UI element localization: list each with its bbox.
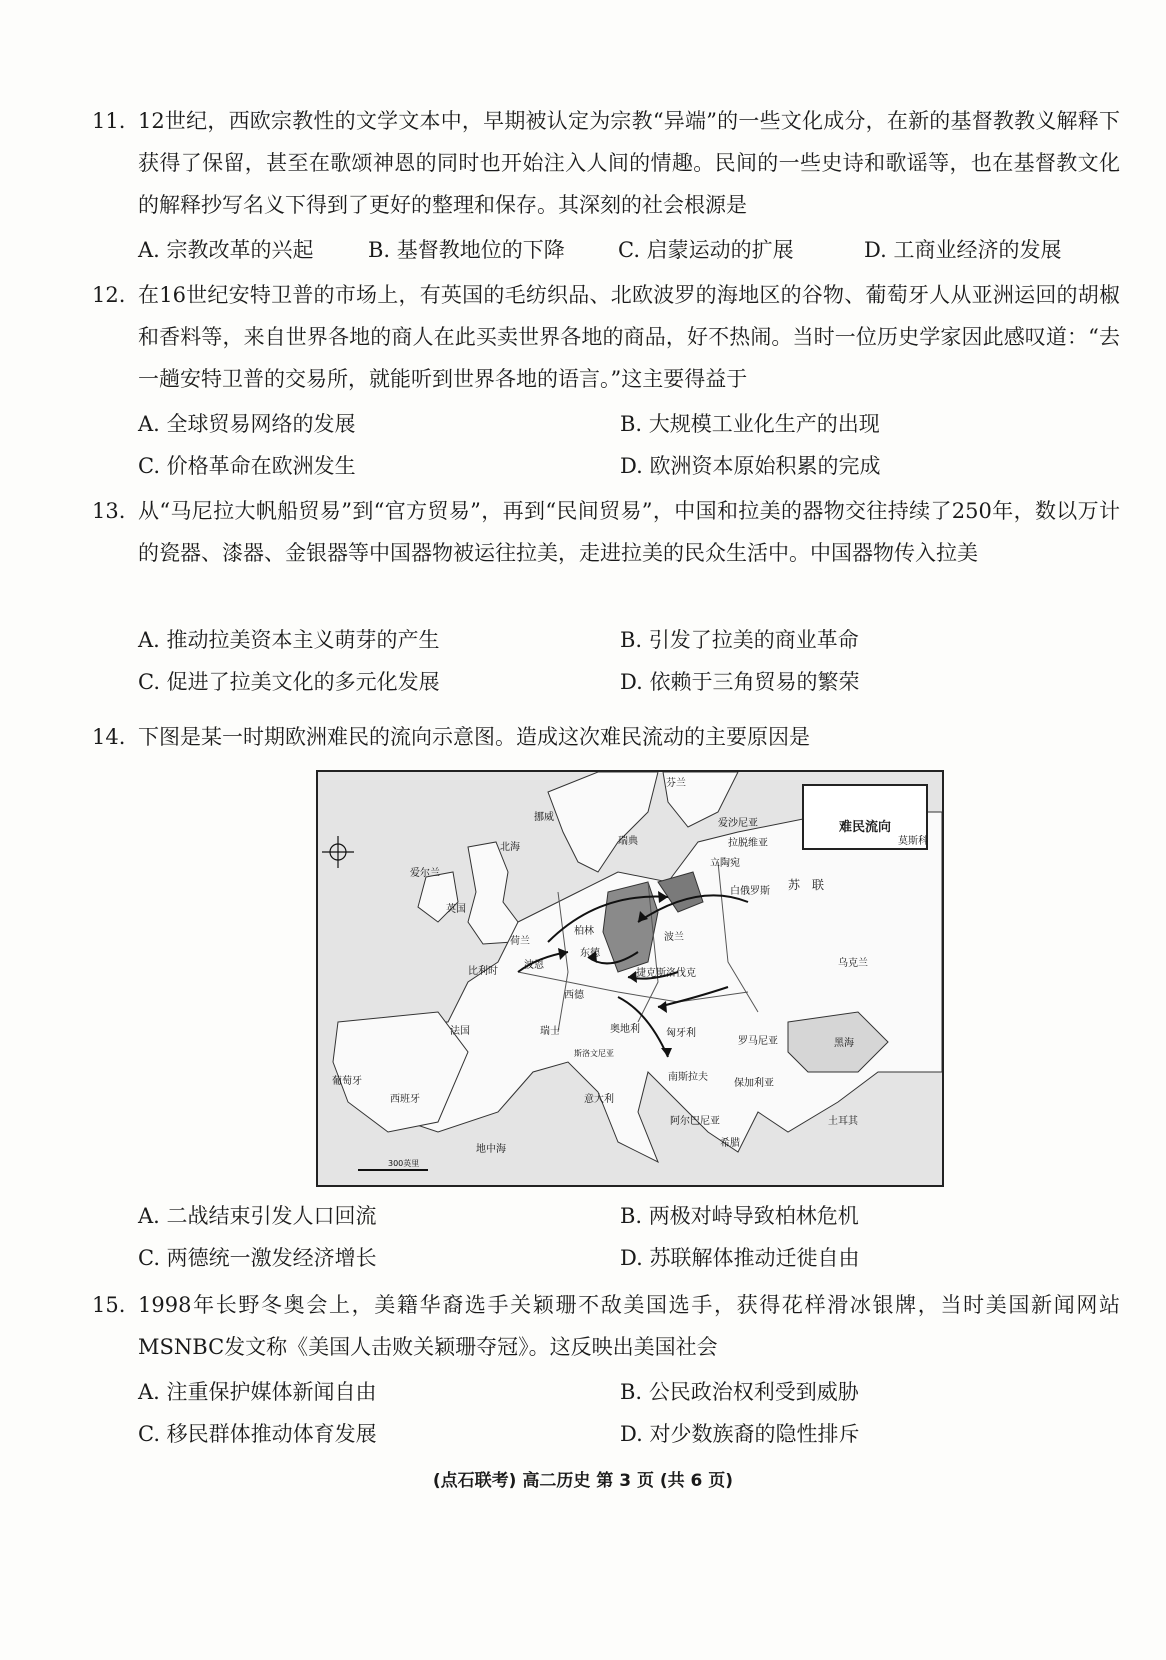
question-13 (92, 490, 1120, 574)
option-a[interactable]: A. 二战结束引发人口回流 (138, 1204, 377, 1228)
option-c[interactable]: C. 两德统一激发经济增长 (138, 1246, 377, 1270)
question-15 (92, 1284, 1120, 1368)
page-footer: (点石联考) 高二历史 第 3 页 (共 6 页) (432, 1471, 734, 1491)
label-italy: 意大利 (584, 1094, 614, 1105)
label-slovenia: 斯洛文尼亚 (574, 1049, 614, 1058)
question-number: 15. (92, 1293, 126, 1317)
label-ireland: 爱尔兰 (410, 868, 440, 879)
option-c[interactable]: C. 促进了拉美文化的多元化发展 (138, 670, 440, 694)
label-portugal: 葡萄牙 (332, 1076, 362, 1087)
option-b[interactable]: B. 引发了拉美的商业革命 (620, 628, 859, 652)
label-turkey: 土耳其 (828, 1116, 858, 1127)
label-black-sea: 黑海 (834, 1038, 854, 1049)
label-austria: 奥地利 (610, 1024, 640, 1035)
option-d[interactable]: D. 对少数族裔的隐性排斥 (620, 1422, 860, 1446)
label-poland: 波兰 (664, 932, 684, 943)
refugee-flow-map (316, 770, 944, 1187)
option-b[interactable]: B. 两极对峙导致柏林危机 (620, 1204, 859, 1228)
label-estonia: 爱沙尼亚 (718, 818, 758, 829)
label-czech: 捷克斯洛伐克 (636, 968, 696, 979)
label-romania: 罗马尼亚 (738, 1036, 778, 1047)
option-a[interactable]: A. 推动拉美资本主义萌芽的产生 (138, 628, 440, 652)
option-c[interactable]: C. 启蒙运动的扩展 (618, 238, 794, 262)
label-netherlands: 荷兰 (510, 936, 530, 947)
label-bulgaria: 保加利亚 (734, 1078, 774, 1089)
label-north-sea: 北海 (500, 842, 520, 853)
option-d[interactable]: D. 依赖于三角贸易的繁荣 (620, 670, 860, 694)
question-11 (92, 100, 1120, 226)
label-west-germany: 西德 (564, 990, 584, 1001)
label-scale: 300英里 (388, 1159, 420, 1168)
question-12 (92, 274, 1120, 400)
label-lithuania: 立陶宛 (710, 858, 740, 869)
label-france: 法国 (450, 1026, 470, 1037)
label-yugoslavia: 南斯拉夫 (668, 1072, 708, 1083)
option-d[interactable]: D. 工商业经济的发展 (864, 238, 1062, 262)
label-bonn: 波恩 (524, 960, 544, 971)
label-east-germany: 东德 (580, 948, 600, 959)
label-hungary: 匈牙利 (666, 1028, 696, 1039)
question-stem: 下图是某一时期欧洲难民的流向示意图。造成这次难民流动的主要原因是 (138, 725, 810, 749)
label-latvia: 拉脱维亚 (728, 838, 768, 849)
question-number: 13. (92, 499, 126, 523)
option-b[interactable]: B. 公民政治权利受到威胁 (620, 1380, 859, 1404)
label-norway: 挪威 (534, 812, 554, 823)
question-number: 11. (92, 109, 126, 133)
label-greece: 希腊 (720, 1138, 740, 1149)
option-c[interactable]: C. 移民群体推动体育发展 (138, 1422, 377, 1446)
label-sweden: 瑞典 (618, 836, 638, 847)
option-a[interactable]: A. 全球贸易网络的发展 (138, 412, 356, 436)
label-berlin: 柏林 (574, 926, 594, 937)
option-d[interactable]: D. 苏联解体推动迁徙自由 (620, 1246, 860, 1270)
label-finland: 芬兰 (666, 778, 686, 789)
question-stem: 1998年长野冬奥会上，美籍华裔选手关颖珊不敌美国选手，获得花样滑冰银牌，当时美国新闻网站MSNBC发文称《美国人击败关颖珊夺冠》。这反映出美国社会 (138, 1293, 1120, 1359)
option-d[interactable]: D. 欧洲资本原始积累的完成 (620, 454, 881, 478)
label-switzerland: 瑞士 (540, 1026, 560, 1037)
option-a[interactable]: A. 注重保护媒体新闻自由 (138, 1380, 377, 1404)
question-number: 14. (92, 725, 126, 749)
label-mediterranean: 地中海 (476, 1144, 506, 1155)
label-albania: 阿尔巴尼亚 (670, 1116, 720, 1127)
label-uk: 英国 (446, 904, 466, 915)
label-ussr: 苏 联 (788, 878, 825, 892)
legend-label: 难民流向 (838, 820, 891, 835)
question-number: 12. (92, 283, 126, 307)
question-stem: 从“马尼拉大帆船贸易”到“官方贸易”，再到“民间贸易”，中国和拉美的器物交往持续了250年，数以万计的瓷器、漆器、金银器等中国器物被运往拉美，走进拉美的民众生活中。中国器物传入拉美 (138, 499, 1120, 565)
option-b[interactable]: B. 基督教地位的下降 (368, 238, 565, 262)
label-moscow: 莫斯科 (898, 836, 928, 847)
question-stem: 在16世纪安特卫普的市场上，有英国的毛纺织品、北欧波罗的海地区的谷物、葡萄牙人从亚洲运回的胡椒和香料等，来自世界各地的商人在此买卖世界各地的商品，好不热闹。当时一位历史学家因此感叹道：“去一趟安特卫普的交易所，就能听到世界各地的语言。”这主要得益于 (138, 283, 1120, 391)
question-14 (92, 716, 1120, 758)
option-a[interactable]: A. 宗教改革的兴起 (138, 238, 314, 262)
label-ukraine: 乌克兰 (838, 958, 868, 969)
label-spain: 西班牙 (390, 1094, 420, 1105)
label-belgium: 比利时 (468, 966, 498, 977)
option-b[interactable]: B. 大规模工业化生产的出现 (620, 412, 880, 436)
label-belarus: 白俄罗斯 (730, 886, 770, 897)
option-c[interactable]: C. 价格革命在欧洲发生 (138, 454, 356, 478)
question-stem: 12世纪，西欧宗教性的文学文本中，早期被认定为宗教“异端”的一些文化成分，在新的基督教教义解释下获得了保留，甚至在歌颂神恩的同时也开始注入人间的情趣。民间的一些史诗和歌谣等，也在基督教文化的解释抄写名义下得到了更好的整理和保存。其深刻的社会根源是 (138, 109, 1120, 217)
